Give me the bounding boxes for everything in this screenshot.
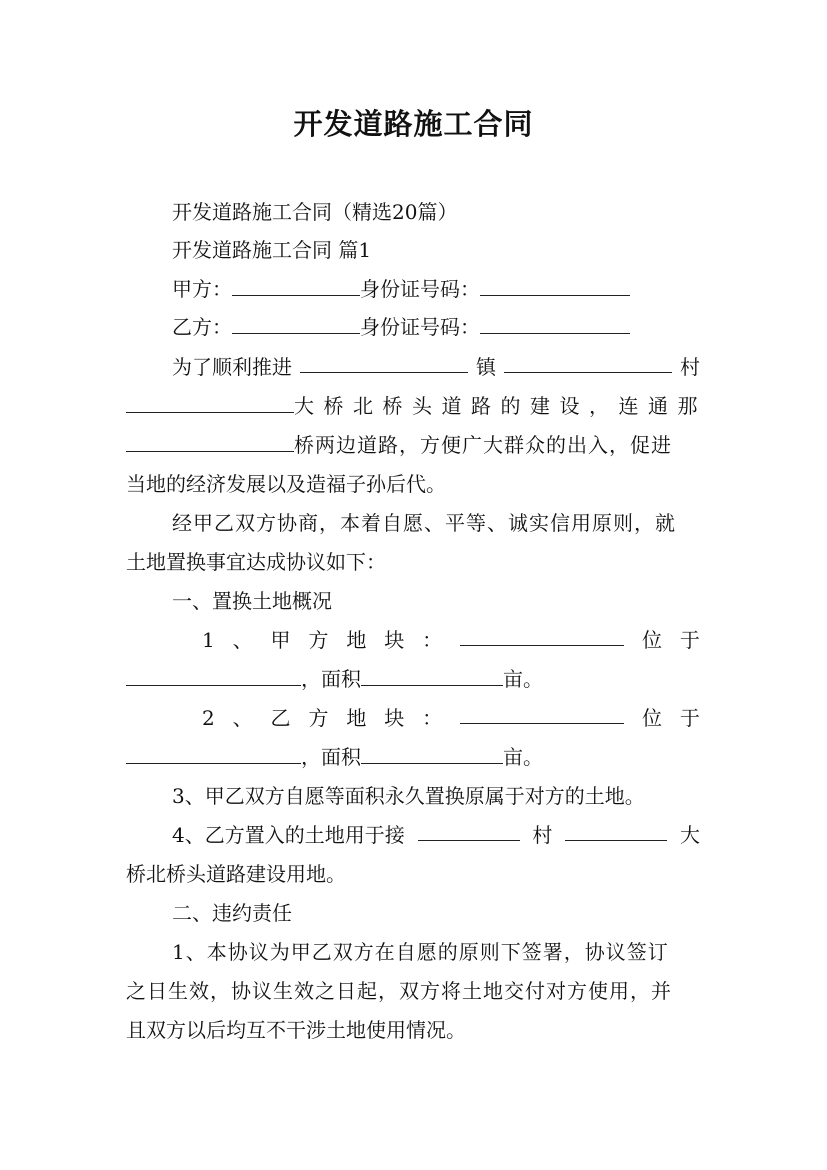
item1-label-char: ： (422, 628, 443, 652)
item1-sep: 、 (232, 628, 253, 652)
section1-heading: 一、置换土地概况 (172, 589, 332, 613)
party-a-id-label: 身份证号码： (360, 277, 480, 301)
item1-located-char: 于 (679, 628, 700, 652)
party-b-id-label: 身份证号码： (360, 315, 480, 339)
rule1-line3: 且双方以后均互不干涉土地使用情况。 (126, 1018, 466, 1042)
party-b-id-blank (480, 315, 630, 334)
para1-line3 (126, 432, 672, 458)
item2-mu: 亩。 (503, 745, 543, 769)
item2-label-char: 方 (308, 706, 329, 730)
bridge-name-blank (126, 433, 294, 452)
party-b-name-blank (232, 315, 360, 334)
party-a-line (172, 276, 630, 302)
item4-bridge-char: 大 (679, 823, 700, 847)
item2-plot-blank (460, 705, 624, 724)
para1-intro: 为了顺利推进 (172, 355, 292, 379)
para1-bridge-text: 大桥北桥头道路的建设，连通那 (294, 394, 707, 418)
para1-line4: 当地的经济发展以及造福子孙后代。 (126, 472, 446, 496)
item4-line1 (172, 822, 700, 848)
para1-line2 (126, 393, 707, 419)
item3-line: 3、甲乙双方自愿等面积永久置换原属于对方的土地。 (172, 784, 645, 808)
subtitle-part1: 开发道路施工合同 篇1 (172, 238, 372, 262)
item2-label-char: 乙 (270, 706, 291, 730)
section2-heading: 二、违约责任 (172, 901, 292, 925)
town-label: 镇 (476, 355, 496, 379)
item2-label-char: 块 (384, 706, 405, 730)
item1-label-char: 甲 (270, 628, 291, 652)
party-b-label: 乙方： (172, 315, 232, 339)
item1-plot-blank (460, 627, 624, 646)
party-a-name-blank (232, 277, 360, 296)
item2-label-char: 地 (346, 706, 367, 730)
item1-location-blank (126, 667, 301, 686)
item1-number: 1 (202, 628, 215, 652)
item2-line2 (126, 744, 543, 770)
item1-label-char: 块 (384, 628, 405, 652)
item1-line2 (126, 666, 543, 692)
bridge-blank (126, 394, 294, 413)
party-a-label: 甲方： (172, 277, 232, 301)
party-a-id-blank (480, 277, 630, 296)
rule1-line2: 之日生效，协议生效之日起，双方将土地交付对方使用，并 (126, 979, 672, 1003)
item4-intro: 4、乙方置入的土地用于接 (172, 823, 405, 847)
town-blank (300, 354, 468, 373)
document-title: 开发道路施工合同 (293, 107, 534, 141)
item1-area-blank (361, 667, 503, 686)
para1-road-text: 桥两边道路，方便广大群众的出入，促进 (294, 433, 672, 457)
item1-label-char: 地 (346, 628, 367, 652)
rule1-line1: 1、本协议为甲乙双方在自愿的原则下签署，协议签订 (172, 940, 669, 964)
item2-located-char: 位 (641, 706, 662, 730)
item2-sep: 、 (232, 706, 253, 730)
item2-area-blank (361, 745, 503, 764)
item2-label-char: ： (422, 706, 443, 730)
subtitle-selection: 开发道路施工合同（精选20篇） (172, 200, 458, 224)
item2-number: 2 (202, 706, 215, 730)
item1-area-label: ，面积 (301, 667, 361, 691)
item1-line1 (202, 627, 700, 653)
village-blank (504, 354, 672, 373)
item2-located-char: 于 (679, 706, 700, 730)
item1-mu: 亩。 (503, 667, 543, 691)
item2-area-label: ，面积 (301, 745, 361, 769)
para2-line2: 土地置换事宜达成协议如下： (126, 550, 386, 574)
item2-location-blank (126, 745, 301, 764)
village-label: 村 (680, 355, 700, 379)
item4-village-blank (418, 822, 520, 841)
party-b-line (172, 314, 630, 340)
item4-line2: 桥北桥头道路建设用地。 (126, 862, 346, 886)
item1-label-char: 方 (308, 628, 329, 652)
item2-line1 (202, 705, 700, 731)
item4-bridge-blank (565, 822, 667, 841)
para2-line1: 经甲乙双方协商，本着自愿、平等、诚实信用原则，就 (172, 511, 676, 535)
item4-village-label: 村 (532, 823, 553, 847)
para1-line1 (172, 354, 700, 380)
item1-located-char: 位 (641, 628, 662, 652)
